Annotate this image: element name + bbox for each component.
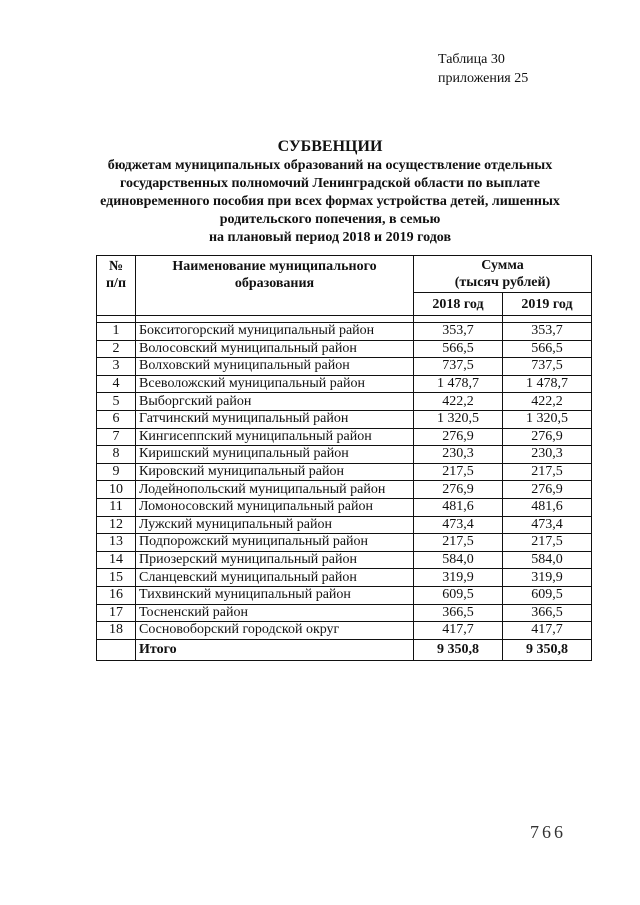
row-number: 5: [97, 393, 136, 411]
header-number-abbr: п/п: [105, 276, 127, 291]
row-number: 3: [97, 358, 136, 376]
row-value-2019: 1 320,5: [503, 410, 592, 428]
row-municipality-name: Выборгский район: [136, 393, 414, 411]
row-value-2019: 481,6: [503, 498, 592, 516]
title-line: на плановый период 2018 и 2019 годов: [208, 230, 452, 245]
document-title: [70, 137, 590, 247]
row-number: 12: [97, 516, 136, 534]
row-value-2018: 217,5: [414, 463, 503, 481]
row-value-2018: 230,3: [414, 446, 503, 464]
table-row: [97, 516, 592, 534]
row-number: 15: [97, 569, 136, 587]
row-number: 6: [97, 410, 136, 428]
row-municipality-name: Тосненский район: [136, 604, 414, 622]
page-number: 766: [530, 822, 566, 842]
table-row: [97, 410, 592, 428]
row-municipality-name: Лодейнопольский муниципальный район: [136, 481, 414, 499]
header-number-symbol: №: [108, 259, 124, 274]
row-value-2018: 366,5: [414, 604, 503, 622]
row-municipality-name: Лужский муниципальный район: [136, 516, 414, 534]
spacer-row: [97, 316, 592, 323]
header-year-2019: 2019 год: [503, 293, 592, 316]
row-number: 13: [97, 534, 136, 552]
table-row: [97, 481, 592, 499]
row-value-2018: 584,0: [414, 551, 503, 569]
header-year-2018: 2018 год: [414, 293, 503, 316]
row-value-2019: 609,5: [503, 586, 592, 604]
row-municipality-name: Приозерский муниципальный район: [136, 551, 414, 569]
title-line: родительского попечения, в семью: [219, 212, 441, 227]
total-row: [97, 639, 592, 660]
table-reference: [438, 50, 528, 88]
table-row: [97, 428, 592, 446]
table-row: [97, 569, 592, 587]
row-municipality-name: Подпорожский муниципальный район: [136, 534, 414, 552]
title-main: СУБВЕНЦИИ: [277, 138, 383, 155]
header-name: [136, 256, 414, 316]
row-municipality-name: Ломоносовский муниципальный район: [136, 498, 414, 516]
total-2018: 9 350,8: [414, 639, 503, 660]
title-line: единовременного пособия при всех формах устройства детей, лишенных: [100, 194, 560, 209]
row-value-2018: 566,5: [414, 340, 503, 358]
row-value-2018: 217,5: [414, 534, 503, 552]
table-row: [97, 622, 592, 640]
table-row: [97, 463, 592, 481]
table-row: [97, 340, 592, 358]
row-value-2018: 422,2: [414, 393, 503, 411]
table-row: [97, 393, 592, 411]
row-value-2019: 217,5: [503, 463, 592, 481]
row-value-2018: 737,5: [414, 358, 503, 376]
header-name-line2: образования: [234, 276, 315, 291]
row-number: 11: [97, 498, 136, 516]
title-line: бюджетам муниципальных образований на осуществление отдельных: [107, 158, 553, 173]
row-value-2018: 1 478,7: [414, 375, 503, 393]
table-row: [97, 358, 592, 376]
row-value-2019: 276,9: [503, 481, 592, 499]
table-body: [97, 316, 592, 640]
row-municipality-name: Киришский муниципальный район: [136, 446, 414, 464]
row-municipality-name: Гатчинский муниципальный район: [136, 410, 414, 428]
table-row: [97, 375, 592, 393]
row-number: 1: [97, 323, 136, 341]
row-value-2019: 1 478,7: [503, 375, 592, 393]
header-number: [97, 256, 136, 316]
row-number: 7: [97, 428, 136, 446]
row-municipality-name: Сосновоборский городской округ: [136, 622, 414, 640]
row-municipality-name: Волховский муниципальный район: [136, 358, 414, 376]
title-line: государственных полномочий Ленинградской области по выплате: [119, 176, 540, 191]
table-row: [97, 551, 592, 569]
row-number: 14: [97, 551, 136, 569]
row-value-2018: 1 320,5: [414, 410, 503, 428]
reference-appendix: приложения 25: [438, 71, 529, 86]
row-municipality-name: Всеволожский муниципальный район: [136, 375, 414, 393]
row-value-2019: 422,2: [503, 393, 592, 411]
table-row: [97, 323, 592, 341]
table-row: [97, 604, 592, 622]
row-value-2019: 230,3: [503, 446, 592, 464]
row-value-2018: 481,6: [414, 498, 503, 516]
row-municipality-name: Кировский муниципальный район: [136, 463, 414, 481]
row-value-2018: 276,9: [414, 428, 503, 446]
row-value-2019: 473,4: [503, 516, 592, 534]
row-value-2019: 276,9: [503, 428, 592, 446]
header-sum: [414, 256, 592, 293]
row-value-2018: 417,7: [414, 622, 503, 640]
row-value-2018: 353,7: [414, 323, 503, 341]
row-value-2018: 473,4: [414, 516, 503, 534]
total-number-cell: [97, 639, 136, 660]
row-value-2019: 584,0: [503, 551, 592, 569]
row-number: 9: [97, 463, 136, 481]
subventions-table: [96, 255, 592, 661]
row-value-2018: 609,5: [414, 586, 503, 604]
table-row: [97, 498, 592, 516]
row-value-2019: 353,7: [503, 323, 592, 341]
row-value-2019: 566,5: [503, 340, 592, 358]
table-row: [97, 446, 592, 464]
row-number: 18: [97, 622, 136, 640]
row-municipality-name: Бокситогорский муниципальный район: [136, 323, 414, 341]
row-number: 10: [97, 481, 136, 499]
row-municipality-name: Тихвинский муниципальный район: [136, 586, 414, 604]
row-number: 16: [97, 586, 136, 604]
row-number: 17: [97, 604, 136, 622]
row-value-2019: 319,9: [503, 569, 592, 587]
row-number: 2: [97, 340, 136, 358]
row-municipality-name: Сланцевский муниципальный район: [136, 569, 414, 587]
row-value-2018: 319,9: [414, 569, 503, 587]
row-number: 8: [97, 446, 136, 464]
row-value-2019: 366,5: [503, 604, 592, 622]
row-municipality-name: Волосовский муниципальный район: [136, 340, 414, 358]
header-sum-line2: (тысяч рублей): [454, 275, 551, 290]
header-name-line1: Наименование муниципального: [172, 259, 377, 274]
row-value-2019: 417,7: [503, 622, 592, 640]
total-2019: 9 350,8: [503, 639, 592, 660]
table-row: [97, 534, 592, 552]
header-sum-line1: Сумма: [481, 258, 524, 273]
total-label: Итого: [136, 639, 414, 660]
reference-table-number: Таблица 30: [438, 52, 505, 67]
row-number: 4: [97, 375, 136, 393]
row-municipality-name: Кингисеппский муниципальный район: [136, 428, 414, 446]
row-value-2019: 737,5: [503, 358, 592, 376]
row-value-2019: 217,5: [503, 534, 592, 552]
row-value-2018: 276,9: [414, 481, 503, 499]
table-row: [97, 586, 592, 604]
